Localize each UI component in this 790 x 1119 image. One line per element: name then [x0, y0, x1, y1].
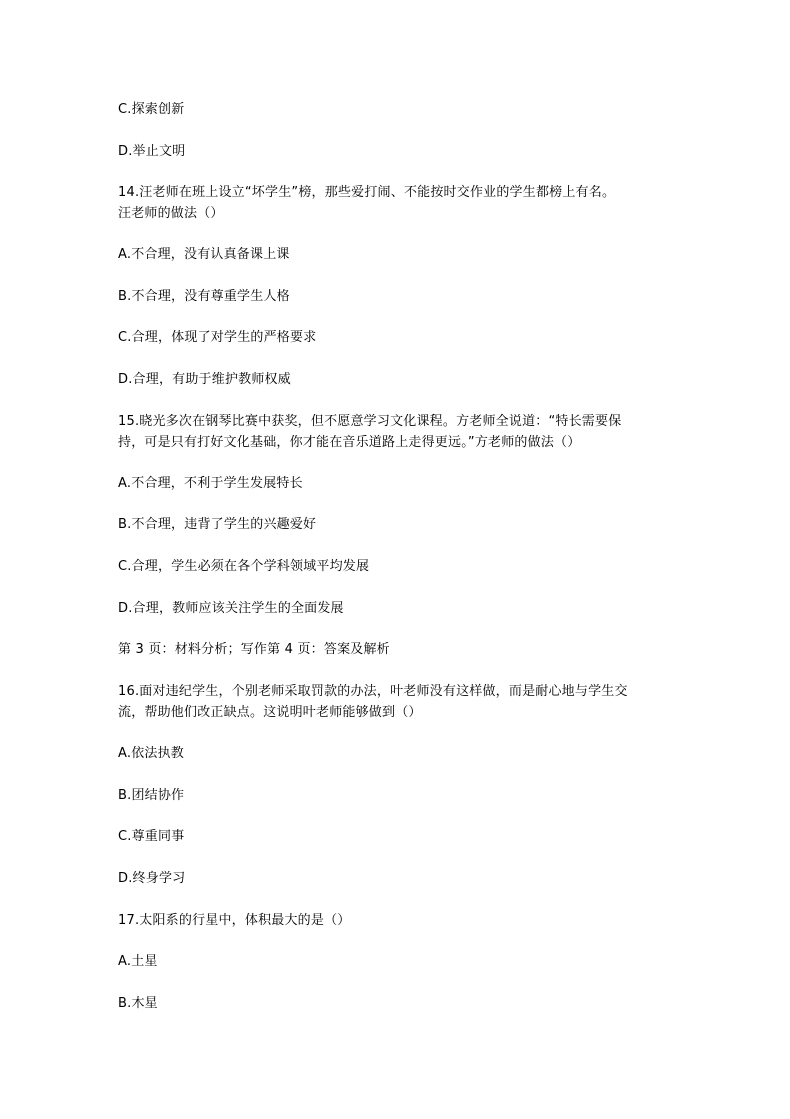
q14-option-a: A.不合理，没有认真备课上课	[118, 247, 290, 262]
q16-option-d: D.终身学习	[118, 871, 186, 886]
q16-option-a: A.依法执教	[118, 746, 184, 761]
q15-option-c: C.合理，学生必须在各个学科领域平均发展	[118, 559, 370, 574]
q14-option-d: D.合理，有助于维护教师权威	[118, 372, 291, 387]
q15-option-d: D.合理，教师应该关注学生的全面发展	[118, 601, 344, 616]
q15-stem-line2: 持，可是只有打好文化基础，你才能在音乐道路上走得更远。”方老师的做法（）	[118, 435, 581, 450]
q15-option-a: A.不合理，不利于学生发展特长	[118, 476, 303, 491]
q14-stem-line2: 汪老师的做法（）	[118, 206, 224, 221]
q16-option-c: C.尊重同事	[118, 829, 185, 844]
q14-stem-line1: 14.汪老师在班上设立“坏学生”榜，那些爱打闹、不能按时交作业的学生都榜上有名。	[118, 185, 616, 200]
q14-option-c: C.合理，体现了对学生的严格要求	[118, 330, 317, 345]
q16-stem-line2: 流，帮助他们改正缺点。这说明叶老师能够做到（）	[118, 705, 422, 720]
q17-stem: 17.太阳系的行星中，体积最大的是（）	[118, 913, 351, 928]
q17-option-b: B.木星	[118, 996, 158, 1011]
q15-stem-line1: 15.晓光多次在钢琴比赛中获奖，但不愿意学习文化课程。方老师全说道：“特长需要保	[118, 414, 622, 429]
section-note: 第 3 页：材料分析；写作第 4 页：答案及解析	[118, 642, 390, 657]
q16-stem-line1: 16.面对违纪学生，个别老师采取罚款的办法，叶老师没有这样做，而是耐心地与学生交	[118, 684, 628, 699]
q13-option-c: C.探索创新	[118, 102, 185, 117]
q13-option-d: D.举止文明	[118, 144, 186, 159]
q17-option-a: A.土星	[118, 954, 158, 969]
q15-option-b: B.不合理，违背了学生的兴趣爱好	[118, 517, 317, 532]
q16-option-b: B.团结协作	[118, 788, 185, 803]
q14-option-b: B.不合理，没有尊重学生人格	[118, 289, 290, 304]
